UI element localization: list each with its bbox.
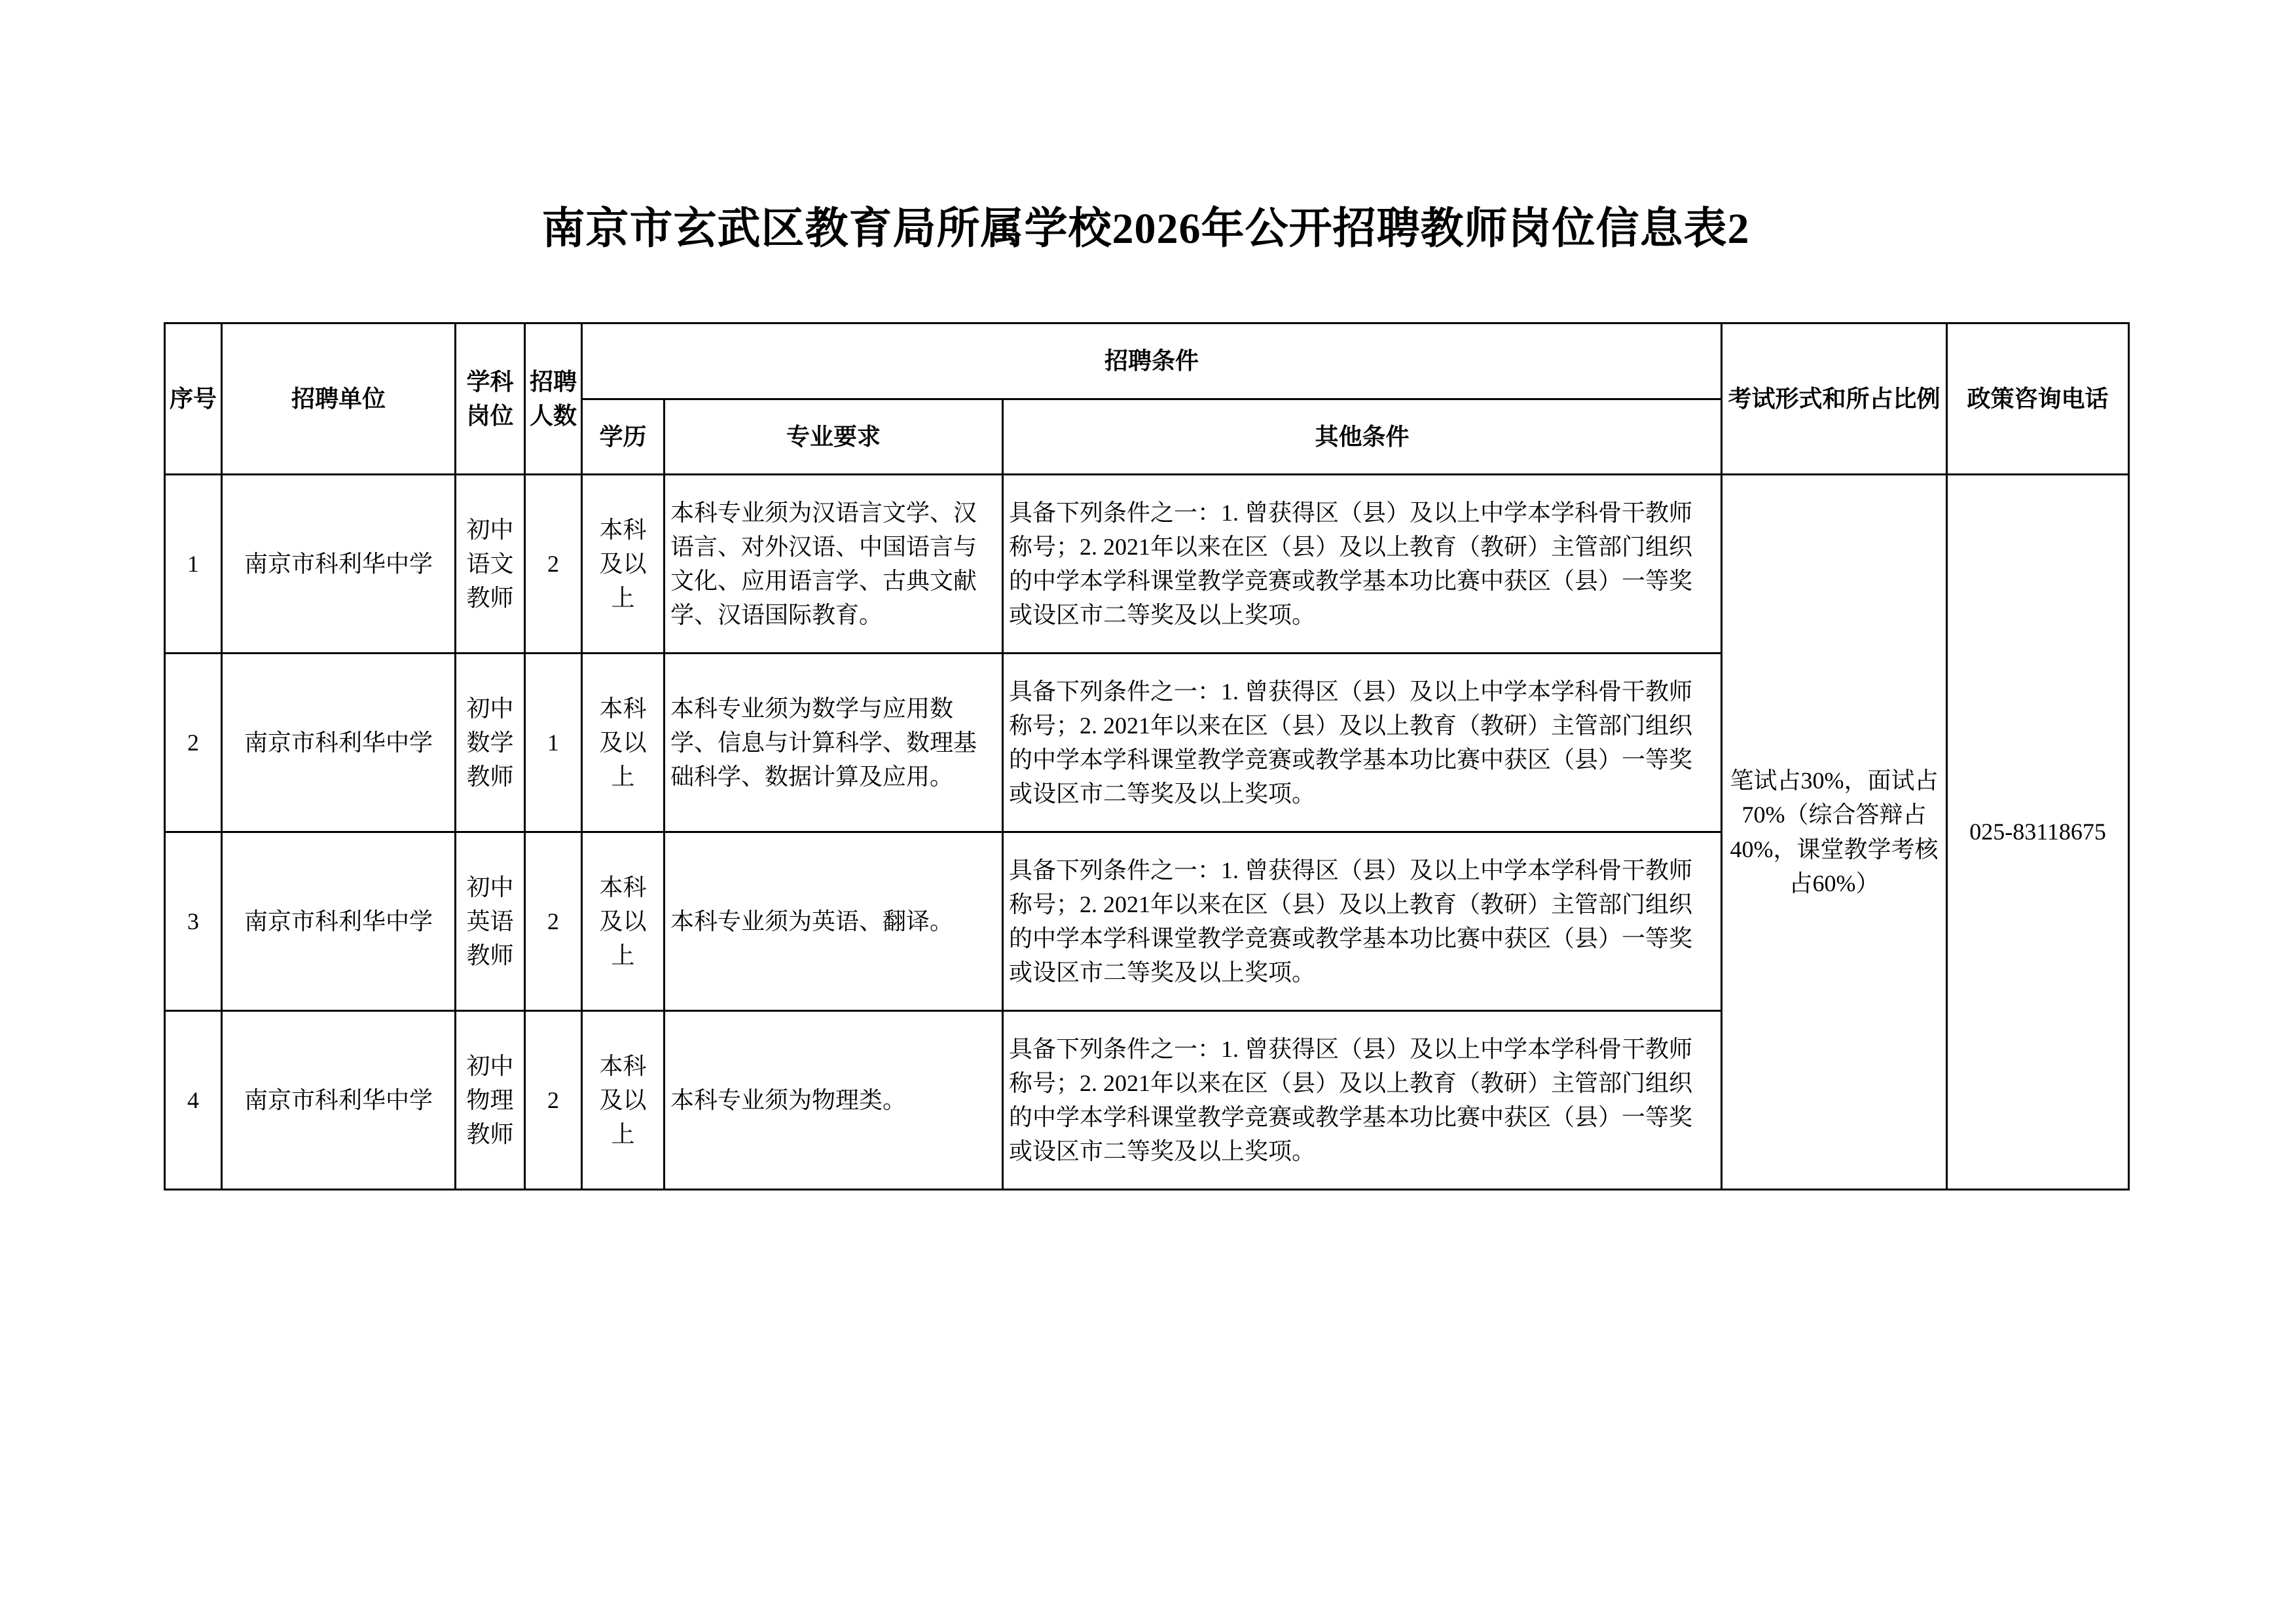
cell-recruit-count: 2 xyxy=(525,832,582,1011)
cell-recruit-count: 2 xyxy=(525,475,582,654)
cell-major-requirement: 本科专业须为英语、翻译。 xyxy=(665,832,1003,1011)
cell-recruit-count: 1 xyxy=(525,654,582,832)
table-row xyxy=(165,475,2129,654)
cell-subject-post: 初中英语教师 xyxy=(456,832,525,1011)
cell-education: 本科及以上 xyxy=(582,1011,665,1190)
header-recruit-count: 招聘人数 xyxy=(525,323,582,475)
cell-other-conditions: 具备下列条件之一：1. 曾获得区（县）及以上中学本学科骨干教师称号；2. 2021年以来在区（县）及以上教育（教研）主管部门组织的中学本学科课堂教学竞赛或教学基本功比赛中获区（县）一等奖或设区市二等奖及以上奖项。 xyxy=(1003,475,1722,654)
cell-other-conditions: 具备下列条件之一：1. 曾获得区（县）及以上中学本学科骨干教师称号；2. 2021年以来在区（县）及以上教育（教研）主管部门组织的中学本学科课堂教学竞赛或教学基本功比赛中获区（县）一等奖或设区市二等奖及以上奖项。 xyxy=(1003,654,1722,832)
cell-education: 本科及以上 xyxy=(582,475,665,654)
header-education: 学历 xyxy=(582,399,665,475)
header-conditions-group: 招聘条件 xyxy=(582,323,1722,399)
cell-major-requirement: 本科专业须为数学与应用数学、信息与计算科学、数理基础科学、数据计算及应用。 xyxy=(665,654,1003,832)
header-no: 序号 xyxy=(165,323,222,475)
header-other-conditions: 其他条件 xyxy=(1003,399,1722,475)
header-row-1 xyxy=(165,323,2129,399)
cell-policy-phone: 025-83118675 xyxy=(1947,475,2129,1190)
cell-no: 3 xyxy=(165,832,222,1011)
cell-no: 2 xyxy=(165,654,222,832)
cell-subject-post: 初中语文教师 xyxy=(456,475,525,654)
cell-major-requirement: 本科专业须为物理类。 xyxy=(665,1011,1003,1190)
cell-education: 本科及以上 xyxy=(582,832,665,1011)
header-exam-format: 考试形式和所占比例 xyxy=(1722,323,1947,475)
cell-education: 本科及以上 xyxy=(582,654,665,832)
cell-no: 4 xyxy=(165,1011,222,1190)
cell-exam-format: 笔试占30%，面试占70%（综合答辩占40%，课堂教学考核占60%） xyxy=(1722,475,1947,1190)
header-unit: 招聘单位 xyxy=(222,323,456,475)
cell-major-requirement: 本科专业须为汉语言文学、汉语言、对外汉语、中国语言与文化、应用语言学、古典文献学、汉语国际教育。 xyxy=(665,475,1003,654)
cell-unit: 南京市科利华中学 xyxy=(222,1011,456,1190)
recruitment-table xyxy=(164,322,2130,1190)
cell-unit: 南京市科利华中学 xyxy=(222,475,456,654)
header-major-requirement: 专业要求 xyxy=(665,399,1003,475)
page-title: 南京市玄武区教育局所属学校2026年公开招聘教师岗位信息表2 xyxy=(541,205,1750,253)
header-subject-post: 学科岗位 xyxy=(456,323,525,475)
cell-unit: 南京市科利华中学 xyxy=(222,832,456,1011)
cell-unit: 南京市科利华中学 xyxy=(222,654,456,832)
cell-recruit-count: 2 xyxy=(525,1011,582,1190)
cell-subject-post: 初中物理教师 xyxy=(456,1011,525,1190)
header-policy-phone: 政策咨询电话 xyxy=(1947,323,2129,475)
cell-other-conditions: 具备下列条件之一：1. 曾获得区（县）及以上中学本学科骨干教师称号；2. 2021年以来在区（县）及以上教育（教研）主管部门组织的中学本学科课堂教学竞赛或教学基本功比赛中获区（县）一等奖或设区市二等奖及以上奖项。 xyxy=(1003,1011,1722,1190)
cell-no: 1 xyxy=(165,475,222,654)
cell-subject-post: 初中数学教师 xyxy=(456,654,525,832)
cell-other-conditions: 具备下列条件之一：1. 曾获得区（县）及以上中学本学科骨干教师称号；2. 2021年以来在区（县）及以上教育（教研）主管部门组织的中学本学科课堂教学竞赛或教学基本功比赛中获区（县）一等奖或设区市二等奖及以上奖项。 xyxy=(1003,832,1722,1011)
